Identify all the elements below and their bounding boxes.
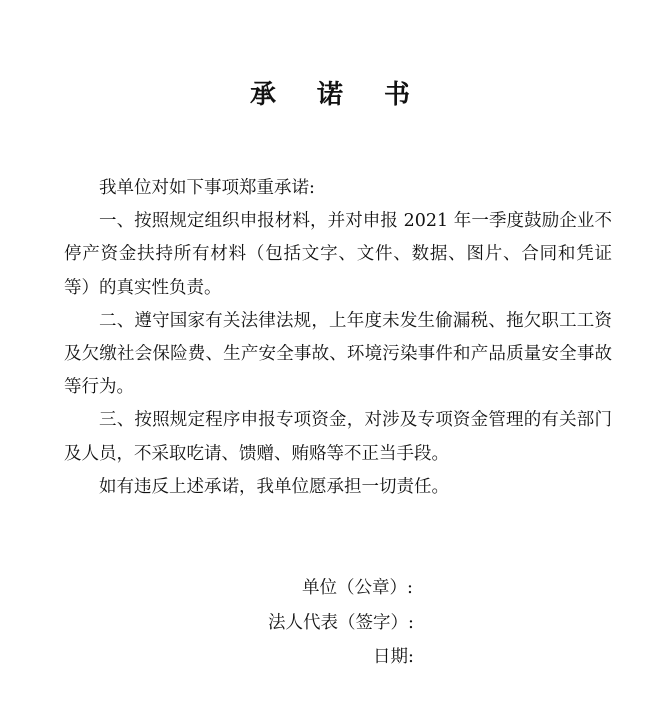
document-title: 承 诺 书 (249, 80, 427, 110)
closing-paragraph: 如有违反上述承诺，我单位愿承担一切责任。 (99, 476, 449, 497)
document-body (64, 172, 612, 504)
legal-representative-line: 法人代表（签字）: (268, 613, 414, 633)
intro-paragraph: 我单位对如下事项郑重承诺: (99, 178, 315, 198)
commitment-item-1: 一、按照规定组织申报材料，并对申报 2021 年一季度鼓励企业不停产资金扶持所有材料（包括文字、文件、数据、图片、合同和凭证等）的真实性负责。 (64, 211, 612, 298)
commitment-item-3: 三、按照规定程序申报专项资金，对涉及专项资金管理的有关部门及人员，不采取吃请、馈赠、贿赂等不正当手段。 (64, 410, 612, 464)
commitment-item-2: 二、遵守国家有关法律法规，上年度未发生偷漏税、拖欠职工工资及欠缴社会保险费、生产安全事故、环境污染事件和产品质量安全事故等行为。 (64, 310, 612, 398)
date-line: 日期: (373, 647, 414, 667)
unit-seal-line: 单位（公章）: (302, 578, 413, 598)
